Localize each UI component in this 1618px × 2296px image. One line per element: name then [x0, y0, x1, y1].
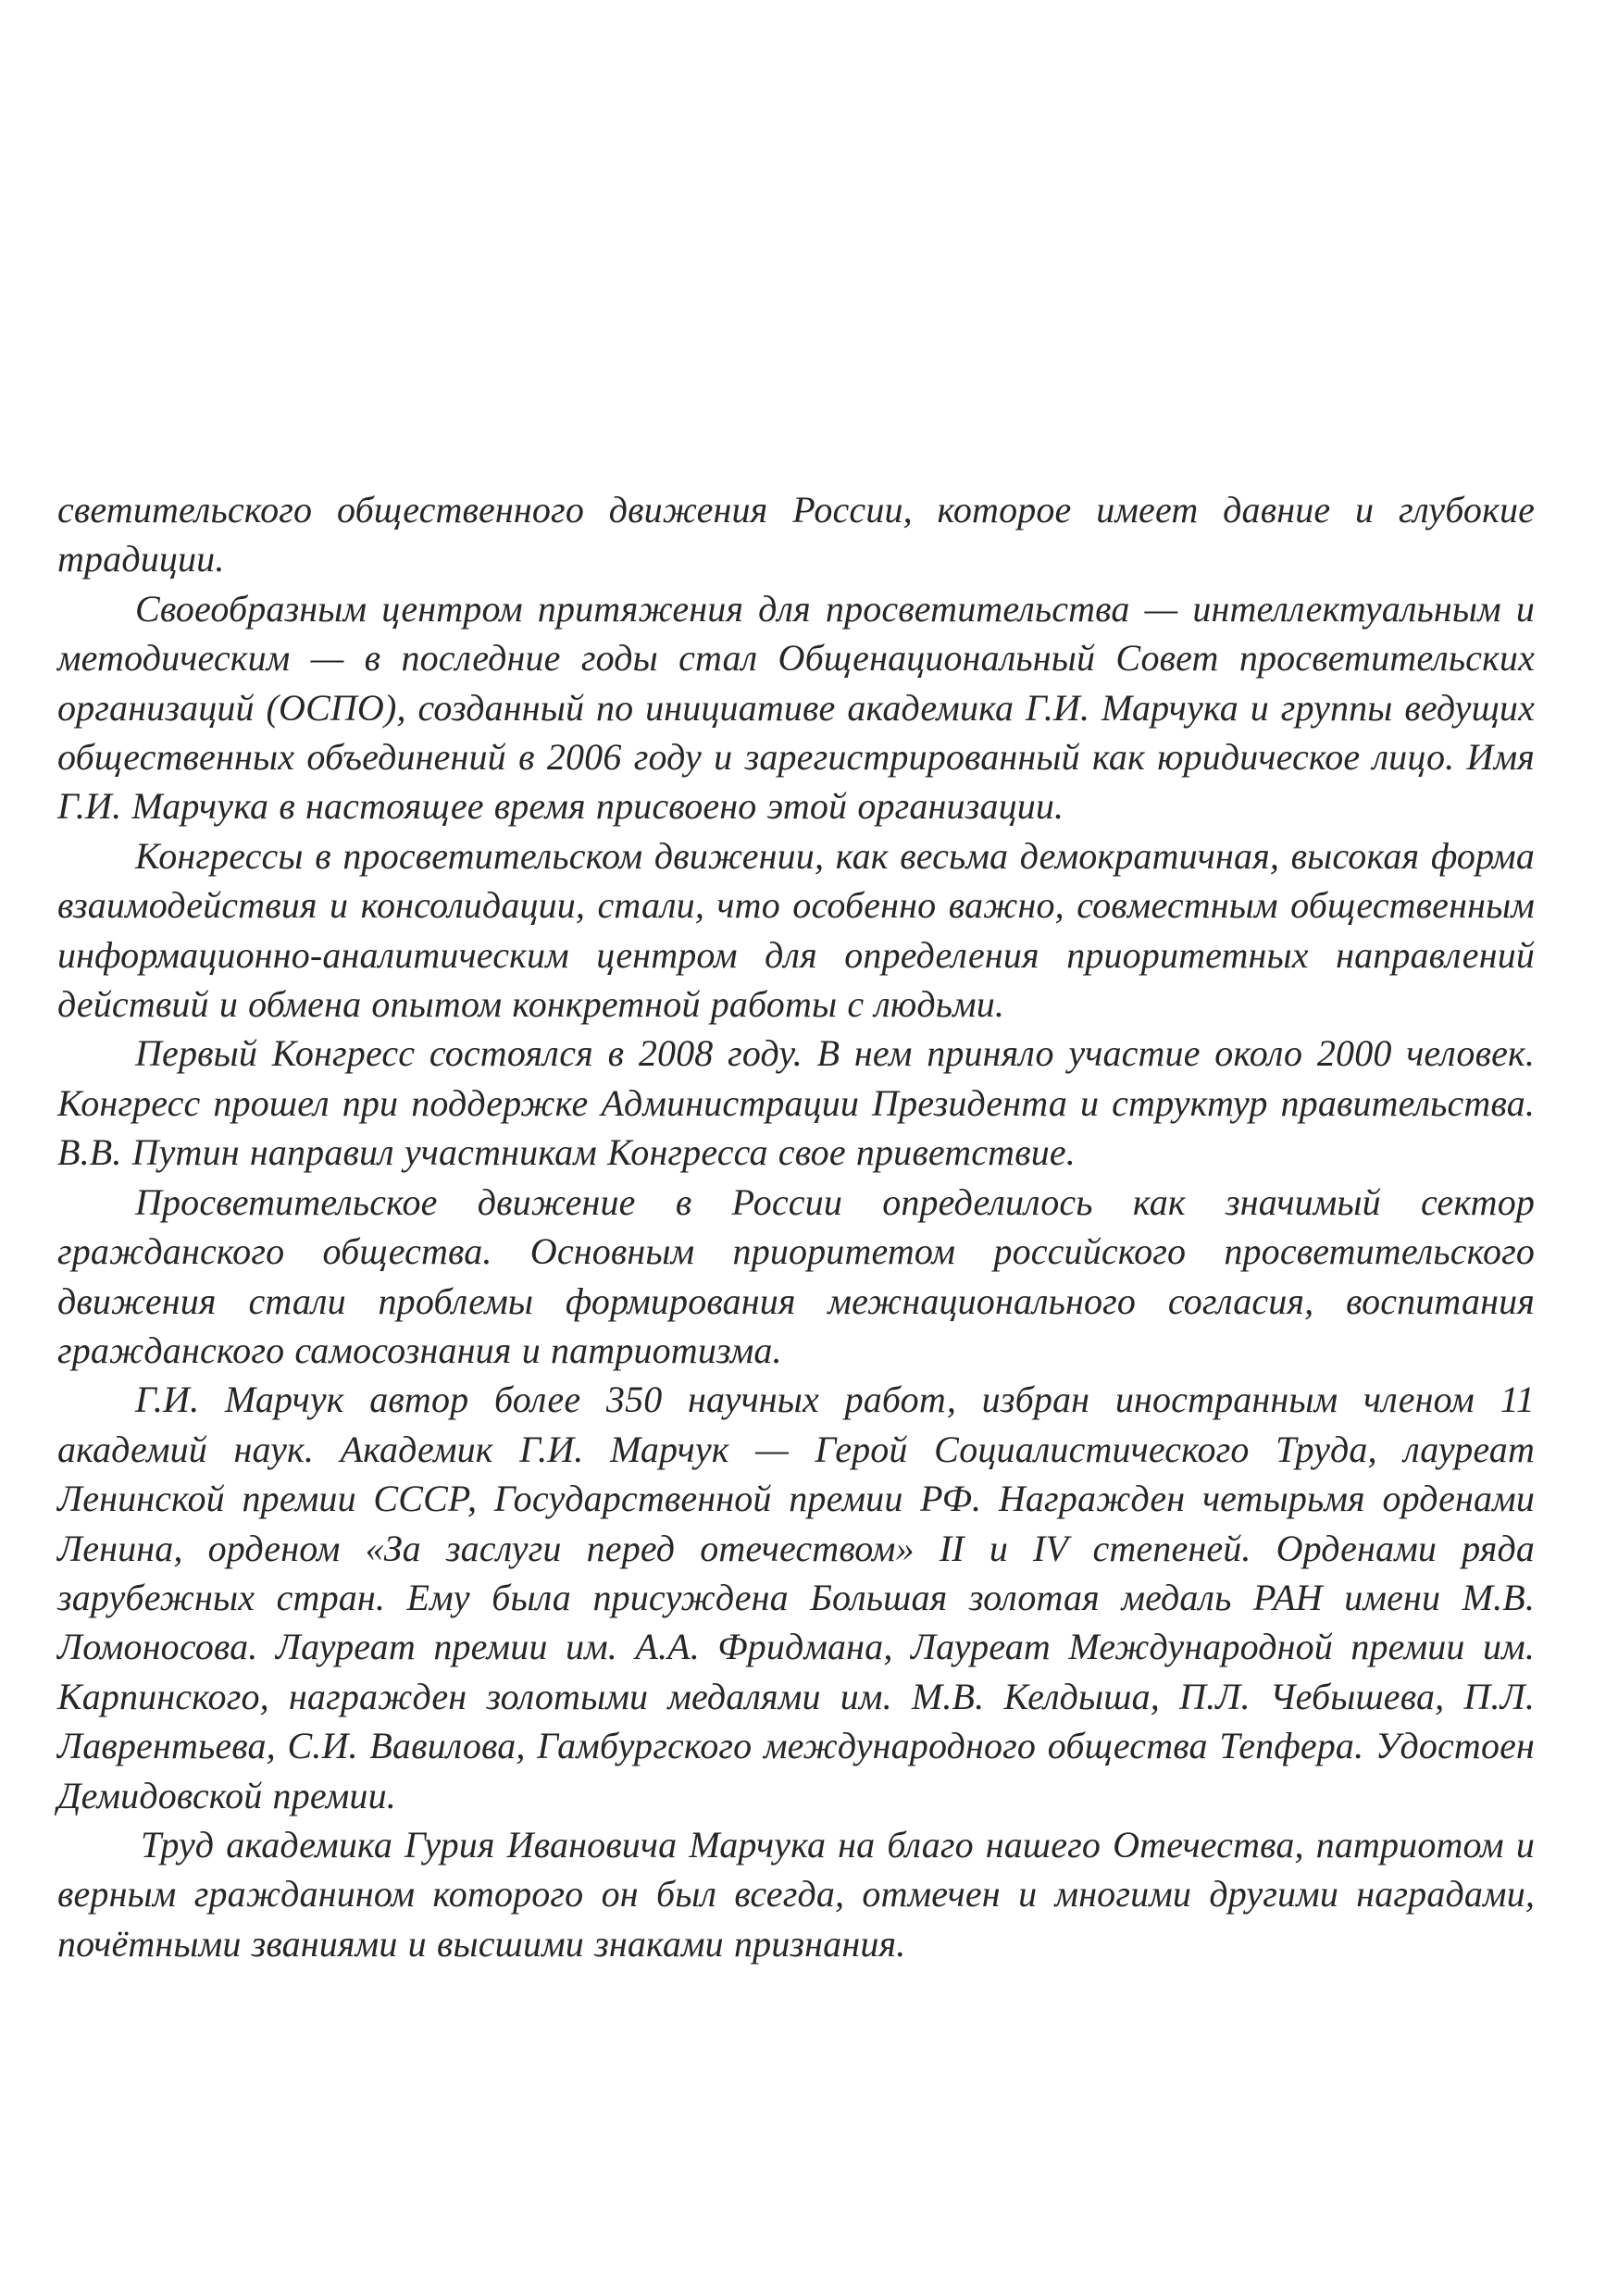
paragraph-tradition: светительского общественного движения России, которое имеет давние и глубокие традиции. [57, 489, 1535, 580]
paragraph-movement: Просветительское движение в России определилось как значимый сектор гражданского общества. Основным приоритетом российского просветительского движения стали проблемы формирования межнационального согласия, воспитания гражданского самосознания и патриотизма. [57, 1180, 1535, 1371]
paragraph-first-congress: Первый Конгресс состоялся в 2008 году. В нем приняло участие около 2000 человек. Конгресс прошел при поддержке Администрации Президента и структур правительства. В.В. Путин направил участникам Конгресса свое приветствие. [57, 1032, 1535, 1174]
document-body [57, 485, 1535, 1968]
paragraph-congresses: Конгрессы в просветительском движении, как весьма демократичная, высокая форма взаимодействия и консолидации, стали, что особенно важно, совместным общественным информационно-аналитическим центром для определения приоритетных направлений действий и обмена опытом конкретной работы с людьми. [57, 834, 1535, 1026]
paragraph-ospo: Своеобразным центром притяжения для просветительства — интеллектуальным и методическим — в последние годы стал Общенациональный Совет просветительских организаций (ОСПО), созданный по инициативе академика Г.И. Марчука и группы ведущих общественных объединений в 2006 году и зарегистрированный как юридическое лицо. Имя Г.И. Марчука в настоящее время присвоено этой организации. [57, 587, 1535, 828]
paragraph-awards: Г.И. Марчук автор более 350 научных работ, избран иностранным членом 11 академий наук. Академик Г.И. Марчук — Герой Социалистического Труда, лауреат Ленинской премии СССР, Государственной премии РФ. Награжден четырьмя орденами Ленина, орденом «За заслуги перед отечеством» II и IV степеней. Орденами ряда зарубежных стран. Ему была присуждена Большая золотая медаль РАН имени М.В. Ломоносова. Лауреат премии им. А.А. Фридмана, Лауреат Международной премии им. Карпинского, награжден золотыми медалями им. М.В. Келдыша, П.Л. Чебышева, П.Л. Лаврентьева, С.И. Вавилова, Гамбургского международного общества Тепфера. Удостоен Демидовской премии. [57, 1379, 1535, 1816]
paragraph-conclusion: Труд академика Гурия Ивановича Марчука на благо нашего Отечества, патриотом и верным гражданином которого он был всегда, отмечен и многими другими наградами, почётными званиями и высшими знаками признания. [57, 1823, 1535, 1965]
